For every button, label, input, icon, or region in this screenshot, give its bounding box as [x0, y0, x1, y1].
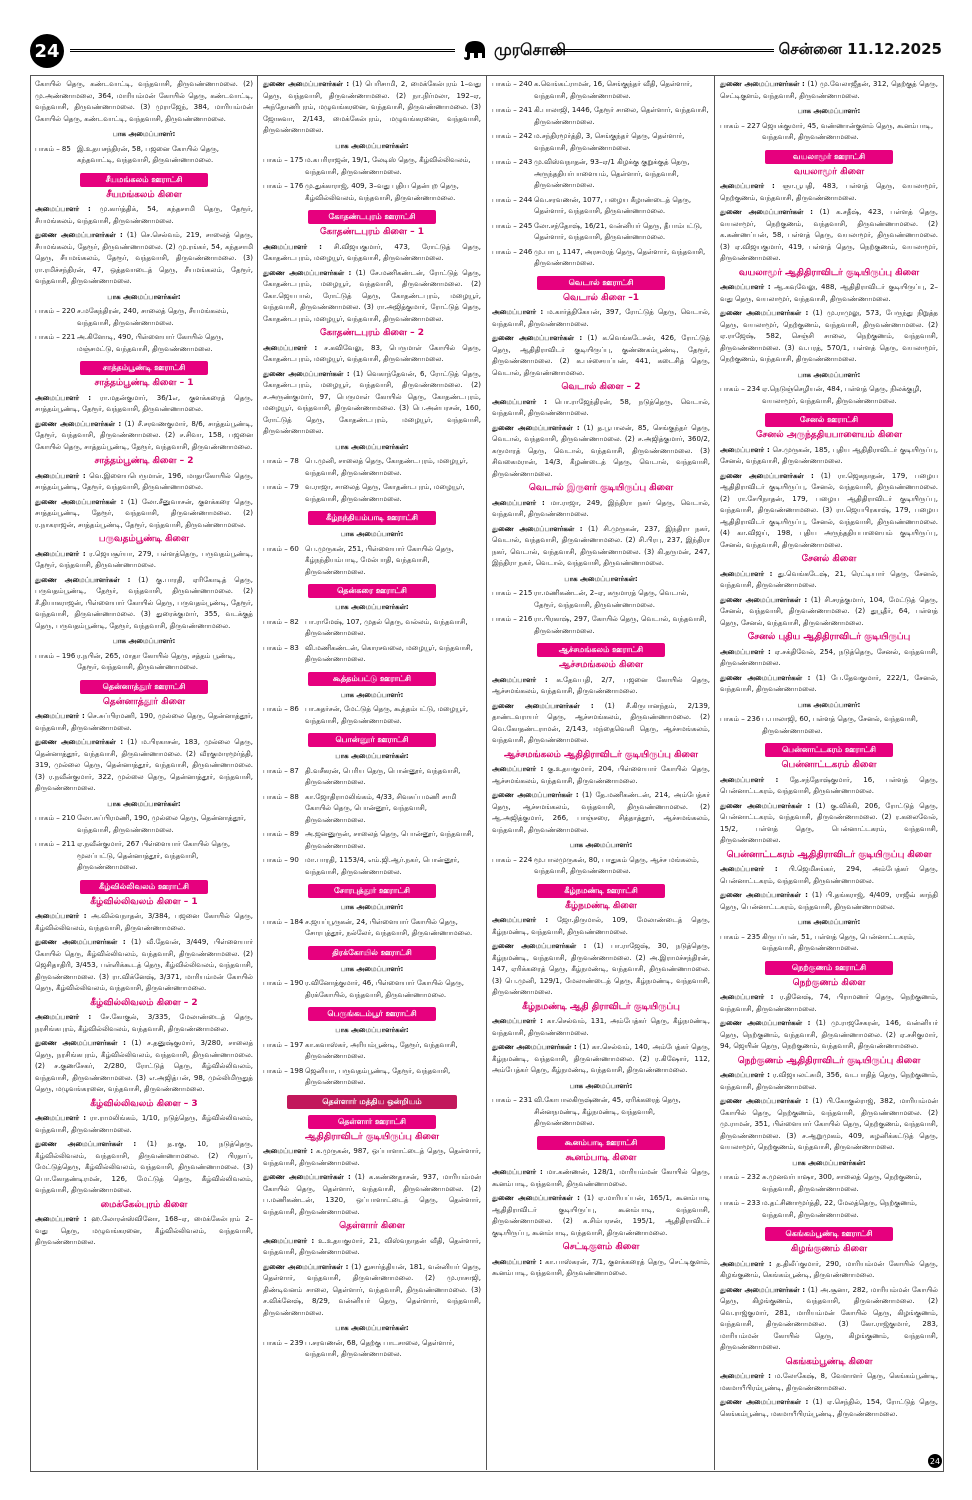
- panchayat-banner: கோதண்டபுரம் ஊராட்சி: [308, 210, 436, 224]
- deputy-organizers: துணை அமைப்பாளர்கள் : (1) தே.மணிகண்டன், 214, அம்பேத்கர் தெரு, ஆச்சமங்கலம், வந்தவாசி, திருவண்ணாமலை. (2) ஆ.அஜித்குமார், 266, பாஞ்சரை, சித்தாத்தூர், ஆச்சமங்கலம், வந்தவாசி, திருவண்ணாமலை.: [492, 791, 711, 834]
- branch-title: ஆச்சமங்கலம் ஆதிதிராவிடர் குடியிருப்பு கிளை: [503, 749, 699, 760]
- organizer: அமைப்பாளர் : செ.சுப்பிரமணி, 190, முல்லை தெரு, தென்னாத்தூர், வந்தவாசி, திருவண்ணாமலை.: [35, 712, 253, 732]
- branch-title: வயலாமூர் ஆதிதிராவிடர் குடியிருப்பு கிளை: [738, 267, 920, 278]
- deputy-organizers: துணை அமைப்பாளர்கள் : (1) க.சதீஷ், 423, பள்ளத் தெரு, வயலாமூர், நெற்குணம், வந்தவாசி, திருவண்ணாமலை. (2) க.கண்ணப்பன், 58, பள்ளத் தெரு, வயலாமூர், திருவண்ணாமலை. (3) ஏ.விஜயகுமார், 419, பள்ளத் தெரு, நெற்குணம், வயலாமூர், திருவண்ணாமலை.: [720, 208, 938, 262]
- organizer: அமைப்பாளர் : சே.கோகுல், 3/335, மேலாண்டைத் தெரு, நரசிங்கபுரம், கீழ்வில்லிவலம், வந்தவாசி, திருவண்ணாமலை.: [35, 1013, 254, 1033]
- organizer: அமைப்பாளர் : ஜோ.திருமால், 109, மேலாண்டைத் தெரு, கீழ்நமண்டி, வந்தவாசி, திருவண்ணாமலை.: [492, 916, 711, 936]
- booth-entry: பாகம் – 90 மா.பாரதி, 1153/4, எம்.ஜி.ஆர்.நகர், பொன்னூர், வந்தவாசி, திருவண்ணாமலை.: [263, 856, 460, 876]
- panchayat-banner: தென்கரை ஊராட்சி: [308, 584, 436, 598]
- branch-title: கீழ்வில்லிவலம் கிளை – 1: [90, 896, 198, 907]
- booth-entry: பாகம் – 227 ஜெயக்குமார், 45, வண்ணான்குளம் தெரு, கூனம்பாடி, வந்தவாசி, திருவண்ணாமலை.: [720, 121, 934, 141]
- branch-title: நெற்குணம் ஆதிதிராவிடர் குடியிருப்பு கிளை: [737, 1055, 921, 1066]
- section-label: பாக அமைப்பாளர்கள்:: [335, 442, 409, 451]
- booth-entry: பாகம் – 88 கா.ஜோதிராமலிங்கம், 4/33, சிவசுப்பமணி சாமி கோயில் தெரு, பொன்னூர், வந்தவாசி, திருவண்ணாமலை.: [263, 792, 457, 824]
- booth-entry: பாகம் – 215 ரா.மணிகண்டன், 2–ஏ, கருமாரத் தெரு, வெடால், தேரூர், வந்தவாசி, திருவண்ணாமலை.: [492, 589, 689, 609]
- branch-title: கீழ்வில்லிவலம் கிளை – 2: [90, 997, 198, 1008]
- column-divider: [257, 75, 258, 1470]
- booth-entry: பாகம் – 196 ர.நபின், 265, மாதா கோயில் தெரு, சத்தம் பூண்டி, தேரூர், வந்தவாசி, திருவண்ணாமலை.: [35, 651, 236, 671]
- organizer: அமைப்பாளர் : மு.கார்த்திக், 54, கந்தசாமி தெரு, தேரூர், சீயமங்கலம், வந்தவாசி, திருவண்ணாமலை.: [35, 205, 254, 225]
- booth-entry: பாகம் – 240 க.வெங்கட்ராமன், 16, செங்குந்தர் வீதி, தெள்ளார், வந்தவாசி, திருவண்ணாமலை.: [492, 80, 693, 100]
- panchayat-banner: கூத்தம்பட்டு ஊராட்சி: [308, 672, 436, 686]
- panchayat-banner: பென்னாட்டகரம் ஊராட்சி: [765, 743, 893, 757]
- organizer: அமைப்பாளர் : தே.சந்தோஷ்குமார், 16, பள்ளத் தெரு, பென்னாட்டகரம், வந்தவாசி, திருவண்ணாமலை.: [720, 775, 938, 795]
- organizer: அமைப்பாளர் : ரா.ராமலிங்கம், 1/10, நடுத்தெரு, கீழ்வில்லிவலம், வந்தவாசி, திருவண்ணாமலை.: [35, 1114, 254, 1134]
- organizer: அமைப்பாளர் : ச.கவிவேலு, 83, பெருமாள் கோயில் தெரு, கோதண்டபுரம், மழையூர், வந்தவாசி, திருவண்ணாமலை.: [263, 343, 481, 363]
- masthead-rule-left: [70, 49, 455, 52]
- booth-entry: பாகம் – 245 லோ.சந்தோஷ், 16/21, வன்னியர் தெரு, தீபாம்பட்டு, தெள்ளார், வந்தவாசி, திருவண்ணாமலை.: [492, 221, 703, 241]
- organizer: அமைப்பாளர் : அ.வில்வநாதன், 3/384, பஜனை கோயில் தெரு, கீழ்வில்லிவலம், வந்தவாசி, திருவண்ணாமலை.: [35, 912, 254, 932]
- booth-entry: பாகம் – 242 ம.சந்திரமூர்த்தி, 3, செங்குந்தர் தெரு, தெள்ளார், வந்தவாசி, திருவண்ணாமலை.: [492, 132, 685, 152]
- booth-entry: பாகம் – 231 வி.கோபாலகிருஷ்ணன், 45, ஏரிக்கரைத் தெரு, சின்னநமண்டி, கீழ்நமண்டி, வந்தவாசி, திருவண்ணாமலை.: [492, 1096, 681, 1127]
- panchayat-banner: திரக்கோயில் ஊராட்சி: [308, 946, 436, 960]
- branch-title: நெற்குணம் கிளை: [792, 977, 866, 988]
- branch-title: செட்டிகுளம் கிளை: [562, 1242, 640, 1252]
- booth-entry: பாகம் – 211 ஏ.நவீன்குமார், 267 பிள்ளையார் கோயில் தெரு, மூலப்பட்டு, தென்னாத்தூர், வந்தவாசி, திருவண்ணாமலை.: [35, 840, 231, 871]
- branch-title: சேனல் அருந்ததியபாளையம் கிளை: [756, 430, 902, 440]
- page-number: 24: [30, 34, 64, 68]
- branch-title: தெள்ளார் கிளை: [339, 1221, 405, 1231]
- booth-entry: பாகம் – 220 ச.மகேந்திரன், 240, சாலைத் தெரு, சீயமங்கலம், வந்தவாசி, திருவண்ணாமலை.: [35, 307, 229, 327]
- footer-page-badge: 24: [928, 1454, 942, 1468]
- booth-entry: பாகம் – 60 பெ.முருகன், 251, பிள்ளையார் கோயில் தெரு, கீழ்நந்தியம்பாடி, மேல்பாதி, வந்தவாசி, திருவண்ணாமலை.: [263, 544, 454, 576]
- booth-entry: பாகம் – 86 பா.சுதர்சன், மேட்டுத் தெரு, கூத்தம்பட்டு, மழையூர், வந்தவாசி, திருவண்ணாமலை.: [263, 705, 469, 725]
- booth-entry: பாகம் – 198 ஜெனியா, பருவதம்பூண்டி, தேரூர், வந்தவாசி, திருவண்ணாமலை.: [263, 1066, 451, 1086]
- branch-title: ஆதிதிராவிடர் குடியிருப்பு கிளை: [305, 1131, 439, 1142]
- deputy-organizers: துணை அமைப்பாளர்கள் : (1) கா.செல்வம், 140, அம்பேத்கர் தெரு, கீழ்நமண்டி, வந்தவாசி, திருவண்ணாமலை. (2) ர.கிஷோர், 112, அம்பேத்கர் தெரு, கீழ்நமண்டி, வந்தவாசி, திருவண்ணாமலை.: [492, 1043, 710, 1074]
- deputy-organizers: துணை அமைப்பாளர்கள் : (1) அ.சூனா, 282, மாரியம்மன் கோயில் தெரு, கிழங்குணம், வந்தவாசி, திருவண்ணாமலை. (2) வெ.ராஜ்குமார், 281, மாரியம்மன் கோயில் தெரு, கிழங்குணம், வந்தவாசி, திருவண்ணாமலை. (3) கோ.ராஜ்குமார், 283, மாரியம்மன் கோயில் தெரு, கிழங்குணம், வந்தவாசி, திருவண்ணாமலை.: [720, 1285, 938, 1351]
- deputy-organizers: துணை அமைப்பாளர்கள் : (1) செ.செல்வம், 219, சாலைத் தெரு, சீயமங்கலம், தேரூர், திருவண்ணாமலை. (2) மு.ரங்கர், 54, கந்தசாமி தெரு, சீயமங்கலம், தேரூர், வந்தவாசி, திருவண்ணாமலை. (3) ரா.ரமிச்சந்திரன், 47, ஒத்தவாடைத் தெரு, சீயமங்கலம், தேரூர், வந்தவாசி, திருவண்ணாமலை.: [35, 231, 254, 285]
- organizer: அமைப்பாளர் : ர.ஜெயசூர்யா, 279, பள்ளத்தெரு, பருவதம்பூண்டி, தேரூர், வந்தவாசி, திருவண்ணாமலை.: [35, 549, 254, 569]
- deputy-organizers: துணை அமைப்பாளர்கள் : (1) மு.ராஜசேகரன், 146, வன்னியர் தெரு, நெற்குணம், வந்தவாசி, திருவண்ணாமலை. (2) ஏ.சசிகுமார், 94, ஜெயின் தெரு, நெற்குணம், வந்தவாசி, திருவண்ணாமலை.: [720, 1019, 938, 1050]
- panchayat-banner: கீழ்வில்லிவலம் ஊராட்சி: [80, 880, 208, 894]
- union-banner: தெள்ளார் மத்திய ஒன்றியம்: [287, 1095, 457, 1109]
- booth-entry: பாகம் – 235 கிருபப்பன், 51, பள்ளத் தெரு, பென்னாட்டகரம், வந்தவாசி, திருவண்ணாமலை.: [720, 932, 916, 952]
- branch-title: சேனல் புதிய ஆதிதிராவிடர் குடியிருப்பு: [747, 632, 911, 642]
- booth-entry: பாகம் – 87 தி.வசீகரன், பெரிய தெரு, பொன்னூர், வந்தவாசி, திருவண்ணாமலை.: [263, 766, 461, 786]
- organizer: அமைப்பாளர் : ஹ.லோரன்ஸ்வினோ, 168–ஏ, மைக்கேல்புரம் 2–வது தெரு, மழுவங்கரனை, கீழ்வில்லிவலம், வந்தவாசி, திருவண்ணாமலை.: [35, 1215, 253, 1246]
- panchayat-banner: சேனல் ஊராட்சி: [765, 413, 893, 427]
- column-1: [31, 75, 257, 1470]
- deputy-organizers: துணை அமைப்பாளர்கள் : (1) த.பூபாலன், 85, செங்குந்தர் தெரு, வெடால், வந்தவாசி, திருவண்ணாமலை. (2) ச.அஜித்குமார், 360/2, கருமாரத் தெரு, வெடால், வந்தவாசி, திருவண்ணாமலை. (3) சிவகைமரான், 14/3, கீழண்டைத் தெரு, வெடால், வந்தவாசி, திருவண்ணாமலை.: [492, 423, 710, 478]
- deputy-organizers: துணை அமைப்பாளர்கள் : (1) மு.வேலாஜீதன், 312, தெற்குத் தெரு, செட்டிகுளம், வந்தவாசி, திருவண்ணாமலை.: [720, 80, 938, 100]
- column-divider: [486, 75, 487, 1470]
- branch-title: வயலாமூர் கிளை: [793, 166, 865, 177]
- deputy-organizers: துணை அமைப்பாளர்கள் : (1) மு.ராமுலு, 573, பேருந்து நிறுத்த தெரு, வயலாமூர், நெற்குணம், வந்தவாசி, திருவண்ணாமலை. (2) ஏ.ராஜேஷ், 582, செஞ்சி சாலை, நெற்குணம், வந்தவாசி, திருவண்ணாமலை. (3) வ.பரத், 570/1, பள்ளத் தெரு, வயலாமூர், நெற்குணம், வந்தவாசி, திருவண்ணாமலை.: [720, 309, 938, 363]
- section-label: பாக அமைப்பாளர்கள்:: [335, 141, 409, 150]
- deputy-organizers: துணை அமைப்பாளர்கள் : (1) பெரிசாமி, 2, மைக்கேல்புரம் 1–வது தெரு, வந்தவாசி, திருவண்ணாமலை. (2) நா.நிர்மலா, 192–ஏ, அந்தோணிபுரம், மழுவங்கரனை, வந்தவாசி, திருவண்ணாமலை. (3) ஜோசுவா, 2/143, மைக்கேல்புரம், மழுவங்கரனை, வந்தவாசி, திருவண்ணாமலை.: [263, 80, 481, 134]
- organizer: அமைப்பாளர் : மா.கண்ணன், 128/1, மாரியம்மன் கோயில் தெரு, கூனம்பாடி, வந்தவாசி, திருவண்ணாமலை.: [492, 1168, 710, 1188]
- booth-entry: பாகம் – 239 ப.சரவணன், 68, தெற்கு பாடசாலை, தெள்ளார், வந்தவாசி, திருவண்ணாமலை.: [263, 1338, 455, 1358]
- organizer: அமைப்பாளர் : கா.பாஸ்கரன், 7/1, குளக்கரைத் தெரு, செட்டிகுளம், கூனம்பாடி, வந்தவாசி, திருவண்ணாமலை.: [492, 1257, 710, 1277]
- branch-title: கீழ்வில்லிவலம் கிளை – 3: [90, 1098, 198, 1109]
- branch-title: கோதண்டபுரம் கிளை – 1: [319, 227, 425, 237]
- section-label: பாக அமைப்பாளர்:: [340, 690, 404, 699]
- booth-entry: பாகம் – 234 ஏ.நெடுஞ்செழியன், 484, பள்ளத் தெரு, நிலக்குழி, வயலாமூர், வந்தவாசி, திருவண்ணாமலை.: [720, 385, 922, 405]
- branch-title: கோதண்டபுரம் கிளை – 2: [319, 328, 425, 338]
- organizer: அமைப்பாளர் : செ.முருகன், 185, புதிய ஆதிதிராவிடர் குடியிருப்பு, சேனல், வந்தவாசி, திருவண்ணாமலை.: [720, 445, 938, 465]
- deputy-organizers: துணை அமைப்பாளர்கள் : (1) க.வெங்கடேசன், 426, ரோட்டுத் தெரு, ஆதிதிராவிடர் குடியிருப்பு, குண்ணகம்பூண்டி, தேரூர், திருவண்ணாமலை. (2) க.பச்சையப்பன், 441, கடைசித் தெரு, வெடால், திருவண்ணாமலை.: [492, 334, 710, 377]
- column-3: [488, 75, 714, 1470]
- newspaper-name: முரசொலி: [494, 39, 566, 59]
- deputy-organizers: துணை அமைப்பாளர்கள் : (1) துசார்த்தியன், 181, வன்னியர் தெரு, தெள்ளார், வந்தவாசி, திருவண்ணாமலை. (2) மு.ராசாஜி, திண்டிவனம் சாலை, தெள்ளார், வந்தவாசி, திருவண்ணாமலை. (3) ச.விக்னேஷ், 8/29, வன்னியர் தெரு, தெள்ளார், வந்தவாசி, திருவண்ணாமலை.: [263, 1262, 482, 1317]
- section-label: பாக அமைப்பாளர்:: [340, 964, 404, 973]
- branch-title: கீழ்நமண்டி ஆதி திராவிடர் குடியிருப்பு: [522, 1001, 680, 1012]
- branch-title: பென்னாட்டகரம் ஆதிதிராவிடர் குடியிருப்பு கிளை: [726, 849, 932, 860]
- branch-title: ஆச்சமங்கலம் கிளை: [558, 660, 644, 670]
- deputy-organizers: துணை அமைப்பாளர்கள் : (1) சீ.கிருபானந்தம், 2/139, தாண்டவராயர் தெரு, ஆச்சமங்கலம், திருவண்ணாமலை. (2) வெ.கோதண்டராமன், 2/143, மந்தைவெளி தெரு, ஆச்சமங்கலம், வந்தவாசி, திருவண்ணாமலை.: [492, 701, 711, 744]
- section-label: பாக அமைப்பாளர்:: [797, 700, 861, 709]
- booth-entry: பாகம் – 78 பெ.முனி, சாலைத் தெரு, கோதண்டபுரம், மழையூர், வந்தவாசி, திருவண்ணாமலை.: [263, 457, 468, 477]
- booth-entry: பாகம் – 233 ம.தட்சிணாமூர்த்தி, 22, மேலத்தெரு, நெற்குணம், வந்தவாசி, திருவண்ணாமலை.: [720, 1199, 918, 1219]
- booth-entry: பாகம் – 176 மு.துக்காராஜ், 409, 3–வது புதிய தென்புற தெரு, கீழ்வில்லிவலம், வந்தவாசி, திருவண்ணாமலை.: [263, 182, 459, 202]
- booth-entry: பாகம் – 79 வ.ராஜா, சாலைத் தெரு, கோதண்டபுரம், மழையூர், வந்தவாசி, திருவண்ணாமலை.: [263, 483, 465, 503]
- deputy-organizers: துணை அமைப்பாளர்கள் : (1) ம.பிரகாசன், 183, முல்லை தெரு, தென்னாத்தூர், வந்தவாசி, திருவண்ணாமலை. (2) வீரகுமாரமூர்த்தி, 319, முல்லை தெரு, தென்னாத்தூர், வந்தவாசி, திருவண்ணாமலை. (3) ர.நவீன்குமார், 322, முல்லை தெரு, தென்னாத்தூர், வந்தவாசி, திருவண்ணாமலை.: [35, 738, 254, 792]
- organizer: அமைப்பாளர் : ஞா.பூபதி, 483, பள்ளத் தெரு, வயலாமூர், நெற்குணம், வந்தவாசி, திருவண்ணாமலை.: [720, 182, 938, 202]
- deputy-organizers: துணை அமைப்பாளர்கள் : (1) ரா.ஜெகநாதன், 179, பழைய ஆதிதிராவிடர் குடியிருப்பு, சேனல், வந்தவாசி, திருவண்ணாமலை. (2) ரா.சேபிநாதன், 179, பழைய ஆதிதிராவிடர் குடியிருப்பு, வந்தவாசி, திருவண்ணாமலை. (3) ரா.ஜெயபிரகாஷ், 179, பழைய ஆதிதிராவிடர் குடியிருப்பு, சேனல், வந்தவாசி, திருவண்ணாமலை. (4) கா.விஜய், 198, புதிய அருந்ததியபாளையம் குடியிருப்பு, சேனல், வந்தவாசி, திருவண்ணாமலை.: [720, 471, 938, 549]
- panchayat-banner: கீழ்நந்தியம்பாடி ஊராட்சி: [308, 511, 436, 525]
- panchayat-banner: தென்னாத்தூர் ஊராட்சி: [80, 680, 208, 694]
- organizer: அமைப்பாளர் : ரா.மதன்குமார், 36/1எ, குளக்கரைத் தெரு, சாத்தம்பூண்டி, தேரூர், வந்தவாசி, திருவண்ணாமலை.: [35, 393, 253, 413]
- booth-entry: பாகம் – 190 ர.வினோத்குமார், 46, பிள்ளையார் கோயில் தெரு, திரக்கோயில், வந்தவாசி, திருவண்ணாமலை.: [263, 979, 464, 999]
- branch-title: கூனம்பாடி கிளை: [565, 1152, 637, 1163]
- organizer: அமைப்பாளர் : ர.தினேஷ், 74, பிராமணர் தெரு, நெற்குணம், வந்தவாசி, திருவண்ணாமலை.: [720, 993, 938, 1013]
- branch-title: வெடால் கிளை – 2: [561, 382, 641, 392]
- booth-entry: பாகம் – 232 சு.முனவர்பாஷா, 300, சாலைத் தெரு, நெற்குணம், வந்தவாசி, திருவண்ணாமலை.: [720, 1173, 922, 1193]
- section-label: பாக அமைப்பாளர்:: [797, 370, 861, 379]
- booth-entry: பாகம் – 221 அ.கிளோடி, 490, பிள்ளையார் கோயில் தெரு, மஞ்சமட்டு, வந்தவாசி, திருவண்ணாமலை.: [35, 333, 224, 353]
- section-label: பாக அமைப்பாளர்:: [569, 1081, 633, 1090]
- panchayat-banner: வயலாமூர் ஊராட்சி: [765, 150, 893, 164]
- column-2: [259, 75, 485, 1470]
- branch-title: பருவதம்பூண்டி கிளை: [98, 534, 190, 544]
- section-label: பாக அமைப்பாளர்:: [340, 903, 404, 911]
- section-label: பாக அமைப்பாளர்கள்:: [107, 799, 181, 808]
- organizer: அமைப்பாளர் : க.தேவபதி, 2/7, பஜனை கோயில் தெரு, ஆச்சமங்கலம், வந்தவாசி, திருவண்ணாமலை.: [492, 675, 710, 695]
- organizer: அமைப்பாளர் : ஆ.கவுவேலு, 488, ஆதிதிராவிடர் குடியிருப்பு, 2–வது தெரு, வயலாமூர், வந்தவாசி, திருவண்ணாமலை.: [720, 283, 938, 303]
- deputy-organizers: துணை அமைப்பாளர்கள் : (1) பி.கோகுல்ராஜ், 382, மாரியம்மன் கோயில் தெரு, நெற்குணம், வந்தவாசி, திருவண்ணாமலை. (2) மு.ராமன், 351, பிள்ளையார் கோயில் தெரு, நெற்குணம், வந்தவாசி, திருவண்ணாமலை. (3) ச.ஆறுமுகம், 409, கழனிக்கட்டுத் தெரு, வயலாமூர், நெற்குணம், வந்தவாசி, திருவண்ணாமலை.: [720, 1097, 938, 1151]
- organizer: அமைப்பாளர் : மா.ராஜா, 249, இந்திரா நகர் தெரு, வெடால், வந்தவாசி, திருவண்ணாமலை.: [492, 498, 710, 518]
- branch-title: தென்னாத்தூர் கிளை: [102, 696, 186, 707]
- section-label: பாக அமைப்பாளர்கள்:: [335, 1324, 409, 1332]
- section-label: பாக அமைப்பாளர்:: [797, 918, 861, 926]
- deputy-organizers: துணை அமைப்பாளர்கள் : (1) பே.தேவகுமார், 222/1, சேனல், வந்தவாசி, திருவண்ணாமலை.: [720, 673, 938, 693]
- organizer: அமைப்பாளர் : ர.விஜயலட்சுமி, 356, வடபாதித் தெரு, நெற்குணம், வந்தவாசி, திருவண்ணாமலை.: [720, 1071, 939, 1091]
- deputy-organizers: துணை அமைப்பாளர்கள் : (1) பா.ராஜேஷ், 30, நடுத்தெரு, கீழ்நமண்டி, வந்தவாசி, திருவண்ணாமலை. (2) அ.இராமச்சந்திரன், 147, ஏரிக்கரைத் தெரு, கீழ்நமண்டி, வந்தவாசி, திருவண்ணாமலை. (3) பெ.முனி, 129/1, மேலாண்டைத் தெரு, கீழ்நமண்டி, வந்தவாசி, திருவண்ணாமலை.: [492, 942, 711, 996]
- booth-entry: பாகம் – 82 பா.ராமேஷ், 107, முதல் தெரு, வல்லம், வந்தவாசி, திருவண்ணாமலை.: [263, 617, 468, 637]
- branch-title: சேனல் கிளை: [801, 554, 857, 564]
- deputy-organizers: துணை அமைப்பாளர்கள் : (1) ச.தனுஷ்குமார், 3/280, சாலைத் தெரு, நரசிங்கபுரம், கீழ்வில்லிவலம், வந்தவாசி, திருவண்ணாமலை. (2) ச.குணசேகர், 2/280, ரோட்டுத் தெரு, கீழ்வில்லிவலம், வந்தவாசி, திருவண்ணாமலை. (3) எ.அஜித்பன், 98, முல்லிமிருதுத் தெரு, மழுவங்கரனை, வந்தவாசி, திருவண்ணாமலை.: [35, 1039, 254, 1093]
- deputy-organizers: துணை அமைப்பாளர்கள் : (1) சி.சரத்குமார், 104, மேட்டுத் தெரு, சேனல், வந்தவாசி, திருவண்ணாமலை. (2) துபூதீர், 64, பள்ளத் தெரு, சேனல், வந்தவாசி, திருவண்ணாமலை.: [720, 595, 938, 627]
- masthead-rule-right: [550, 49, 774, 52]
- branch-title: வெடால் கிளை –1: [563, 292, 639, 303]
- booth-entry: பாகம் – 175 ம.கபரிராஜன், 19/1, லேடிஸ் தெரு, கீழ்வில்லிவலம், வந்தவாசி, திருவண்ணாமலை.: [263, 156, 471, 176]
- branch-title: கீழ்நமண்டி கிளை: [565, 900, 637, 911]
- booth-entry: பாகம் – 243 மு.விஸ்வநாதன், 93–ஏ/1 கிழக்கு குறுக்குத் தெரு, அருந்ததியர்பாளையம், தெள்ளார், வந்தவாசி, திருவண்ணாமலை.: [492, 158, 690, 189]
- booth-entry: பாகம் – 197 கா.கவாஸ்கர், அரியம்பூண்டி, தேரூர், வந்தவாசி, திருவண்ணாமலை.: [263, 1040, 458, 1060]
- deputy-organizers: துணை அமைப்பாளர்கள் : (1) த.ரகு, 10, நடுத்தெரு, கீழ்வில்லிவலம், வந்தவாசி, திருவண்ணாமலை. (2) பிரதாப், மேட்டுத்தெரு, கீழ்வில்லிவலம், வந்தவாசி, திருவண்ணாமலை. (3) பொ.கோதண்டிரமன், 126, மேட்டுத் தெரு, கீழ்வில்லிவலம், வந்தவாசி, திருவண்ணாமலை.: [35, 1140, 253, 1194]
- column-4: [716, 75, 942, 1470]
- booth-entry: பாகம் – 236 ப.பாலாஜி, 60, பள்ளத் தெரு, சேனல், வந்தவாசி, திருவண்ணாமலை.: [720, 715, 918, 735]
- panchayat-banner: கூனம்பாடி ஊராட்சி: [537, 1136, 665, 1150]
- panchayat-banner: நெற்குணம் ஊராட்சி: [765, 961, 893, 975]
- organizer: அமைப்பாளர் : கு.உதயகுமார், 204, பிள்ளையார் கோயில் தெரு, ஆச்சமங்கலம், வந்தவாசி, திருவண்ணாமலை.: [492, 765, 711, 785]
- panchayat-banner: தெள்ளார் ஊராட்சி: [308, 1115, 436, 1129]
- organizer: அமைப்பாளர் : த.திலீப்குமார், 290, மாரியம்மன் கோயில் தெரு, கிழங்குணம், கெங்கம்பூண்டி, திருவண்ணாமலை.: [720, 1259, 939, 1279]
- branch-title: சீயமங்கலம் கிளை: [106, 189, 182, 200]
- deputy-organizers: துணை அமைப்பாளர்கள் : (1) லோ.சீனுவாசன், குளக்கரை தெரு, சாத்தம்பூண்டி, தேரூர், வந்தவாசி, திருவண்ணாமலை. (2) ர.நாகராஜன், சாத்தம்பூண்டி, தேரூர், வந்தவாசி, திருவண்ணாமலை.: [35, 497, 253, 529]
- organizer: அமைப்பாளர் : பி.ஜெமிசங்கர், 294, அம்பேத்கர் தெரு, பென்னாட்டகரம், வந்தவாசி, திருவண்ணாமலை.: [720, 865, 939, 885]
- booth-entry: பாகம் – 246 மு.பாபு, 1147, அரசமரத் தெரு, தெள்ளார், வந்தவாசி, திருவண்ணாமலை.: [492, 247, 706, 267]
- organizer: அமைப்பாளர் : ம.லோகேஷ், 8, வேளாளர் தெரு, கெங்கம்பூண்டி, மகமாயீபிரம்பூண்டி, திருவண்ணாமலை.: [720, 1372, 938, 1392]
- organizer: அமைப்பாளர் : பொ.ராஜேந்திரன், 58, நடுத்தெரு, வெடால், வந்தவாசி, திருவண்ணாமலை.: [492, 397, 711, 417]
- organizer: அமைப்பாளர் : சி.விஜயகுமார், 473, ரோட்டுத் தெரு, கோதண்டபுரம், மழையூர், வந்தவாசி, திருவண்ணாமலை.: [263, 242, 481, 262]
- booth-entry: பாகம் – 184 ச.ஜயப்பூருகன், 24, பிள்ளையார் கோயில் தெரு, சோரபுத்தூர், நல்லேர், வந்தவாசி, திருவண்ணாமலை.: [263, 917, 473, 937]
- branch-title: சாத்தம்பூண்டி கிளை – 1: [94, 378, 194, 388]
- booth-entry: பாகம் – 224 மூ.பாலமுருகன், 80, பாதுகம் தெரு, ஆச்ச மங்கலம், வந்தவாசி, திருவண்ணாமலை.: [492, 855, 699, 875]
- masthead: [30, 34, 942, 68]
- section-label: பாக அமைப்பாளர்கள்:: [107, 292, 181, 301]
- panchayat-banner: கெங்கம்பூண்டி ஊராட்சி: [765, 1227, 893, 1241]
- branch-title: பென்னாட்டகரம் கிளை: [781, 760, 877, 770]
- city-date: சென்னை 11.12.2025: [778, 40, 942, 58]
- panchayat-banner: ஆச்சமங்கலம் ஊராட்சி: [537, 643, 665, 657]
- deputy-organizers: துணை அமைப்பாளர்கள் : (1) கு.விக்கி, 206, ரோட்டுத் தெரு, பென்னாட்டகரம், வந்தவாசி, திருவண்ணாமலை. (2) ர.கலைவேல், 15/2, பள்ளத் தெரு, பென்னாட்டகரம், வந்தவாசி, திருவண்ணாமலை.: [720, 801, 938, 844]
- deputy-organizers: துணை அமைப்பாளர்கள் : (1) சே.மணிகண்டன், ரோட்டுத் தெரு, கோதண்டபுரம், மழையூர், வந்தவாசி, திருவண்ணாமலை. (2) கோ.ஜெயபால், ரோட்டுத் தெரு, கோதண்டபுரம், மழையூர், வந்தவாசி, திருவண்ணாமலை. (3) ரா.அஜித்குமார், ரோட்டுத் தெரு, கோதண்டபுரம், மழையூர், வந்தவாசி, திருவண்ணாமலை.: [263, 268, 481, 323]
- section-label: பாக அமைப்பாளர்:: [340, 530, 404, 538]
- panchayat-banner: சோரபுத்தூர் ஊராட்சி: [308, 884, 436, 898]
- deputy-organizers: துணை அமைப்பாளர்கள் : (1) வெகாந்தேவன், 6, ரோட்டுத் தெரு, கோதண்டபுரம், மழையூர், வந்தவாசி, திருவண்ணாமலை. (2) ச.அருண்குமார், 97, பெருமாள் கோயில் தெரு, கோதண்டபுரம், மழையூர், வந்தவாசி, திருவண்ணாமலை. (3) பெ.அன்பரசன், 160, ரோட்டுத் தெரு, கோதண்டபுரம், மழையூர், வந்தவாசி, திருவண்ணாமலை.: [263, 369, 481, 435]
- booth-entry: பாகம் – 216 ரா.பிரகாஷ், 297, கோயில் தெரு, வெடால், வந்தவாசி, திருவண்ணாமலை.: [492, 615, 707, 635]
- section-label: பாக அமைப்பாளர்கள்:: [564, 574, 638, 583]
- branch-title: கெங்கம்பூண்டி கிளை: [785, 1356, 873, 1367]
- deputy-organizers: துணை அமைப்பாளர்கள் : (1) ஏ.செந்தில், 154, ரோட்டுத் தெரு, கெங்கம்பூண்டி, மகமாயீபிரம்பூண்டி, திருவண்ணாமலை.: [720, 1398, 938, 1418]
- deputy-organizers: துணை அமைப்பாளர்கள் : (1) கு.பாரதி, ஏரிகோடித் தெரு, பருவதம்பூண்டி, தேரூர், வந்தவாசி, திருவண்ணாமலை. (2) சீ.தியாகராஜன், பிள்ளையார் கோயில் தெரு, பருவதம்பூண்டி, தேரூர், வந்தவாசி, திருவண்ணாமலை. (3) துரைக்குமார், 355, வடக்குத் தெரு, பருவதம்பூண்டி, தேரூர், வந்தவாசி, திருவண்ணாமலை.: [35, 575, 254, 630]
- booth-entry: பாகம் – 85 இ.உதயசந்திரன், 58, பஜனை கோயில் தெரு, கந்தவாட்டி, வந்தவாசி, திருவண்ணாமலை.: [35, 144, 219, 164]
- branch-title: மைக்கேல்புரம் கிளை: [100, 1199, 188, 1210]
- elephant-logo-icon: [462, 38, 488, 62]
- organizer: அமைப்பாளர் : கா.செல்வம், 131, அம்பேத்கர் தெரு, கீழ்நமண்டி, வந்தவாசி, திருவண்ணாமலை.: [492, 1017, 710, 1037]
- section-label: பாக அமைப்பாளர்:: [112, 637, 176, 645]
- section-label: பாக அமைப்பாளர்கள்:: [792, 1158, 866, 1167]
- section-label: பாக அமைப்பாளர்:: [797, 107, 861, 115]
- organizer: அமைப்பாளர் : ம.கார்த்திகேயன், 397, ரோட்டுத் தெரு, வெடால், வந்தவாசி, திருவண்ணாமலை.: [492, 308, 710, 328]
- booth-entry: பாகம் – 244 வெ.சரவணன், 1077, பழைய கீழாண்டைத் தெரு, தெள்ளார், வந்தவாசி, திருவண்ணாமலை.: [492, 195, 692, 215]
- deputy-organizers: துணை அமைப்பாளர்கள் : (1) சி.முருகன், 237, இந்திரா நகர், வெடால், வந்தவாசி, திருவண்ணாமலை. (2) சி.பிரபு, 237, இந்திரா நகர், வெடால், வந்தவாசி, திருவண்ணாமலை. (3) கி.தருமன், 247, இந்திரா நகர், வெடால், வந்தவாசி, திருவண்ணாமலை.: [492, 524, 710, 567]
- deputy-organizers: துணை அமைப்பாளர்கள் : (1) ஏ.மாரியப்பன், 165/1, கூனம்பாடி ஆதிதிராவிடர் குடியிருப்பு, கூனம்பாடி, வந்தவாசி, திருவண்ணாமலை. (2) க.சிம்பரசன், 195/1, ஆதிதிராவிடர் குடியிருப்பு, கூனம்பாடி, வந்தவாசி, திருவண்ணாமலை.: [492, 1194, 710, 1237]
- panchayat-banner: வெடால் ஊராட்சி: [537, 276, 665, 290]
- panchayat-banner: கீழ்நமண்டி ஊராட்சி: [537, 884, 665, 898]
- branch-title: வெடால் இருளர் குடியிருப்பு கிளை: [528, 483, 674, 493]
- deputy-organizers: துணை அமைப்பாளர்கள் : (1) வீ.தேவன், 3/449, பிள்ளையார் கோயில் தெரு, கீழ்வில்லிவலம், வந்தவாசி, திருவண்ணாமலை. (2) ஜெசிதாதிரி, 3/453, பள்ளிக்கூடத் தெரு, கீழ்வில்லிவலம், வந்தவாசி, திருவண்ணாமலை. (3) ரா.விக்னேஷ், 3/371, மாரியம்மன் கோயில் தெரு, கீழ்வில்லிவலம், வந்தவாசி, திருவண்ணாமலை.: [35, 938, 253, 992]
- deputy-organizers: துணை அமைப்பாளர்கள் : (1) பி.தங்கராஜ், 4/409, ராஜீவ் காந்தி தெரு, பென்னாட்டகரம், வந்தவாசி, திருவண்ணாமலை.: [720, 891, 939, 911]
- section-label: பாக அமைப்பாளர்:: [569, 841, 633, 849]
- section-label: பாக அமைப்பாளர்கள்:: [335, 1026, 409, 1034]
- booth-entry: பாகம் – 241 கி.பாலாஜி, 1446, தேரூர் சாலை, தெள்ளார், வந்தவாசி, திருவண்ணாமலை.: [492, 106, 709, 126]
- section-label: பாக அமைப்பாளர்கள்:: [335, 752, 409, 760]
- panchayat-banner: பெருங்கடம்பூர் ஊராட்சி: [308, 1007, 436, 1021]
- organizer: அமைப்பாளர் : ஏ.சக்திவேல், 254, நடுத்தெரு, சேனல், வந்தவாசி, திருவண்ணாமலை.: [720, 647, 938, 667]
- booth-entry: பாகம் – 83 வி.மணிகண்டன், கொரசவலை, மழையூர், வந்தவாசி, திருவண்ணாமலை.: [263, 643, 473, 663]
- panchayat-banner: சீயமங்கலம் ஊராட்சி: [80, 173, 208, 187]
- organizer: அமைப்பாளர் : து.வெங்கடேஷ், 21, ரெட்டியார் தெரு, சேனல், வந்தவாசி, திருவண்ணாமலை.: [720, 569, 938, 589]
- booth-entry: பாகம் – 210 லோ.சுப்பிரமணி, 190, முல்லை தெரு, தென்னாத்தூர், வந்தவாசி, திருவண்ணாமலை.: [35, 814, 246, 834]
- organizer: அமைப்பாளர் : உ.உதயகுமார், 21, விஸ்வநாதன் வீதி, தெள்ளார், வந்தவாசி, திருவண்ணாமலை.: [263, 1236, 481, 1256]
- column-divider: [714, 75, 715, 1470]
- branch-title: சாத்தம்பூண்டி கிளை – 2: [94, 456, 194, 466]
- organizer: அமைப்பாளர் : க.முருகன், 987, ஒப்பாளாட்டைத் தெரு, தெள்ளார், வந்தவாசி, திருவண்ணாமலை.: [263, 1147, 481, 1167]
- deputy-organizers: துணை அமைப்பாளர்கள் : (1) க.கண்ணதாசன், 937, மாரியம்மன் கோயில் தெரு, தெள்ளார், வந்தவாசி, திருவண்ணாமலை. (2) ப.மணிகண்டன், 1320, ஒப்பாளாட்டைத் தெரு, தெள்ளார், வந்தவாசி, திருவண்ணாமலை.: [263, 1173, 482, 1216]
- organizer: அமைப்பாளர் : வெ.இளையபெருமாள், 196, மாதாகோயில் தெரு, சாத்தம்பூண்டி, தேரூர், வந்தவாசி, திருவண்ணாமலை.: [35, 471, 253, 491]
- booth-entry: பாகம் – 89 அ.ஜனனுருன், சாலைத் தெரு, பொன்னூர், வந்தவாசி, திருவண்ணாமலை.: [263, 830, 474, 850]
- panchayat-banner: சாத்தம்பூண்டி ஊராட்சி: [80, 361, 208, 375]
- paragraph: கோயில் தெரு, கண்டவாட்டி, வந்தவாசி, திருவண்ணாமலை. (2) மு.அண்ணாமலை, 364, மாரியம்மன் கோயில் தெரு, கண்டவாட்டி, வந்தவாசி, திருவண்ணாமலை. (3) முராஜேந், 384, மாரியம்மன் கோயில் தெரு, கண்டவாட்டி, வந்தவாசி, திருவண்ணாமலை.: [35, 80, 253, 123]
- panchayat-banner: பொன்னூர் ஊராட்சி: [308, 733, 436, 747]
- branch-title: கிழங்குணம் கிளை: [790, 1244, 868, 1254]
- deputy-organizers: துணை அமைப்பாளர்கள் : (1) சீ.சரவணகுமார், 8/6, சாத்தம்பூண்டி, தேரூர், வந்தவாசி, திருவண்ணாமலை. (2) ச.சிவா, 158, பஜனை கோயில் தெரு, சாத்தம்பூண்டி, தேரூர், வந்தவாசி, திருவண்ணாமலை.: [35, 419, 254, 451]
- section-label: பாக அமைப்பாளர்:: [112, 130, 176, 138]
- section-label: பாக அமைப்பாளர்கள்:: [335, 603, 409, 611]
